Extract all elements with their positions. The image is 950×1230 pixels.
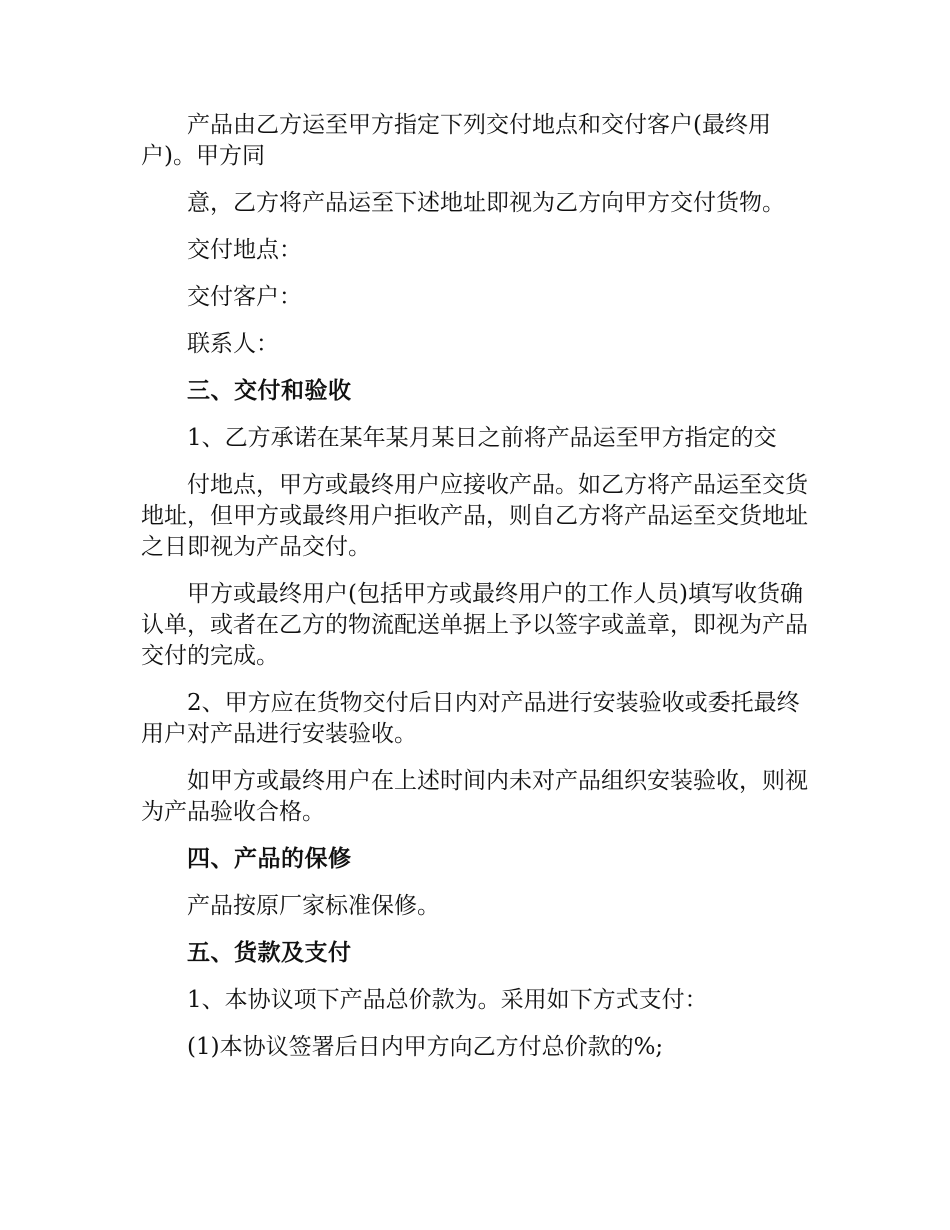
paragraph-delivery-commitment: 1、乙方承诺在某年某月某日之前将产品运至甲方指定的交: [187, 425, 777, 451]
paragraph-acceptance-deemed: 如甲方或最终用户在上述时间内未对产品组织安装验收，则视为产品验收合格。: [141, 768, 808, 825]
paragraph-delivery-confirmation: 甲方或最终用户(包括甲方或最终用户的工作人员)填写收货确认单，或者在乙方的物流配送单据上予以签字或盖章，即视为产品交付的完成。: [141, 581, 808, 669]
paragraph-delivery-refusal: 付地点，甲方或最终用户应接收产品。如乙方将产品运至交货地址，但甲方或最终用户拒收产品，则自乙方将产品运至交货地址之日即视为产品交付。: [141, 472, 808, 560]
section-heading-delivery-acceptance: 三、交付和验收: [187, 378, 352, 404]
paragraph-delivery-consent: 意，乙方将产品运至下述地址即视为乙方向甲方交付货物。: [187, 190, 785, 216]
paragraph-installation-acceptance: 2、甲方应在货物交付后日内对产品进行安装验收或委托最终用户对产品进行安装验收。: [141, 690, 800, 747]
paragraph-delivery-intro: 产品由乙方运至甲方指定下列交付地点和交付客户(最终用户)。甲方同: [141, 112, 771, 169]
document-page: [141, 110, 821, 1079]
section-heading-payment: 五、货款及支付: [187, 940, 352, 966]
paragraph-delivery-location: 交付地点：: [187, 237, 302, 263]
paragraph-contact-person: 联系人：: [187, 331, 279, 357]
section-heading-warranty: 四、产品的保修: [187, 846, 352, 872]
paragraph-total-price: 1、本协议项下产品总价款为。采用如下方式支付：: [187, 987, 708, 1013]
paragraph-payment-term-1: (1)本协议签署后日内甲方向乙方付总价款的%;: [187, 1034, 664, 1060]
paragraph-warranty-standard: 产品按原厂家标准保修。: [187, 893, 440, 919]
paragraph-delivery-customer: 交付客户：: [187, 284, 302, 310]
